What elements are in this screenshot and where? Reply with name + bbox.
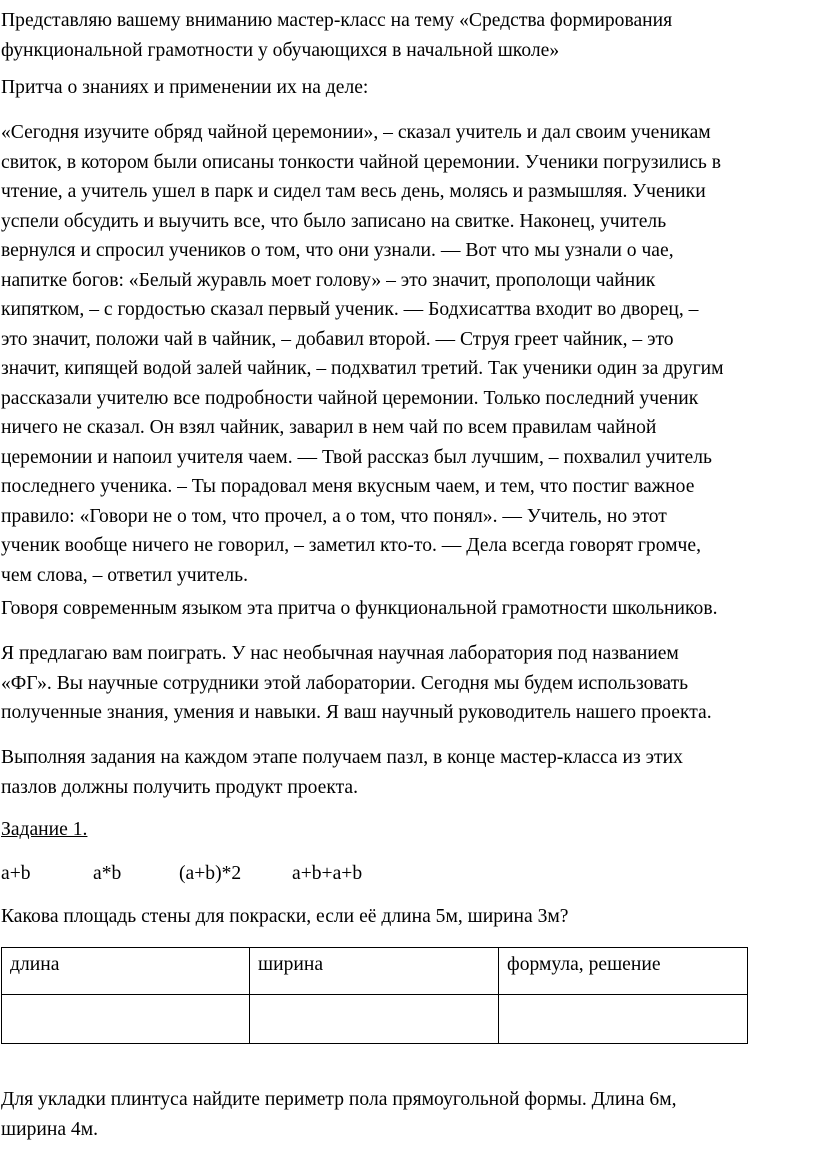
puzzle-line: пазлов должны получить продукт проекта. — [1, 776, 359, 798]
parable-line: ничего не сказал. Он взял чайник, заварил в нем чай по всем правилам чайной — [1, 417, 657, 438]
header-width: ширина — [250, 948, 499, 995]
parable-line: чтение, а учитель ушел в парк и сидел там весь день, молясь и размышляя. Ученики — [1, 181, 706, 202]
perimeter-question — [1, 1085, 815, 1144]
formula-row — [1, 859, 501, 889]
puzzle-paragraph — [1, 743, 815, 802]
table-row — [2, 995, 748, 1044]
parable-line: церемонии и напоил учителя чаем. — Твой рассказ был лучшим, – похвалил учитель — [1, 446, 712, 468]
intro-line: функциональной грамотности у обучающихся в начальной школе» — [1, 39, 560, 61]
intro-paragraph — [1, 6, 815, 65]
parable-line: чем слова, – ответил учитель. — [1, 564, 248, 586]
answer-table — [1, 947, 748, 1044]
parable-line: ученик вообще ничего не говорил, – заметил кто-то. — Дела всегда говорят громче, — [1, 535, 701, 556]
cell-formula[interactable] — [499, 995, 748, 1044]
game-paragraph — [1, 639, 815, 728]
parable-line: свиток, в котором были описаны тонкости чайной церемонии. Ученики погрузились в — [1, 151, 722, 173]
parable-line: это значит, положи чай в чайник, – добавил второй. — Струя греет чайник, – это — [1, 328, 674, 350]
formula-full-sum: a+b+a+b — [292, 863, 363, 884]
task-heading: Задание 1. — [1, 819, 88, 840]
header-length: длина — [2, 948, 250, 995]
perimeter-line: ширина 4м. — [1, 1118, 99, 1140]
formula-double-sum: (a+b)*2 — [179, 863, 242, 884]
cell-width[interactable] — [250, 995, 499, 1044]
header-formula: формула, решение — [499, 948, 748, 995]
modern-paragraph: Говоря современным языком эта притча о функциональной грамотности школьников. — [1, 598, 718, 619]
game-line: «ФГ». Вы научные сотрудники этой лаборатории. Сегодня мы будем использовать — [1, 672, 689, 694]
parable-line: напитке богов: «Белый журавль моет голову» – это значит, прополощи чайник — [1, 269, 656, 291]
parable-heading: Притча о знаниях и применении их на деле: — [1, 77, 369, 98]
table-header-row — [2, 948, 748, 995]
parable-line: «Сегодня изучите обряд чайной церемонии», – сказал учитель и дал своим ученикам — [1, 122, 711, 143]
puzzle-line: Выполняя задания на каждом этапе получаем пазл, в конце мастер-класса из этих — [1, 747, 683, 768]
formula-sum: a+b — [1, 863, 31, 884]
game-line: полученные знания, умения и навыки. Я ваш научный руководитель нашего проекта. — [1, 702, 712, 723]
game-line: Я предлагаю вам поиграть. У нас необычная научная лаборатория под названием — [1, 643, 679, 664]
parable-line: кипятком, – с гордостью сказал первый ученик. — Бодхисаттва входит во дворец, – — [1, 299, 699, 320]
intro-line: Представляю вашему вниманию мастер-класс на тему «Средства формирования — [1, 10, 673, 31]
parable-line: успели обсудить и выучить все, что было записано на свитке. Наконец, учитель — [1, 210, 667, 232]
parable-line: вернулся и спросил учеников о том, что они узнали. — Вот что мы узнали о чае, — [1, 240, 674, 261]
parable-paragraph — [1, 118, 815, 590]
parable-line: последнего ученика. – Ты порадовал меня вкусным чаем, и тем, что постиг важное — [1, 476, 695, 497]
parable-line: рассказали учителю все подробности чайной церемонии. Только последний ученик — [1, 387, 699, 409]
perimeter-line: Для укладки плинтуса найдите периметр пола прямоугольной формы. Длина 6м, — [1, 1089, 677, 1110]
cell-length[interactable] — [2, 995, 250, 1044]
formula-product: a*b — [93, 863, 122, 884]
parable-line: значит, кипящей водой залей чайник, – подхватил третий. Так ученики один за другим — [1, 358, 724, 379]
parable-line: правило: «Говори не о том, что прочел, а о том, что понял». — Учитель, но этот — [1, 505, 667, 527]
area-question: Какова площадь стены для покраски, если её длина 5м, ширина 3м? — [1, 906, 569, 927]
